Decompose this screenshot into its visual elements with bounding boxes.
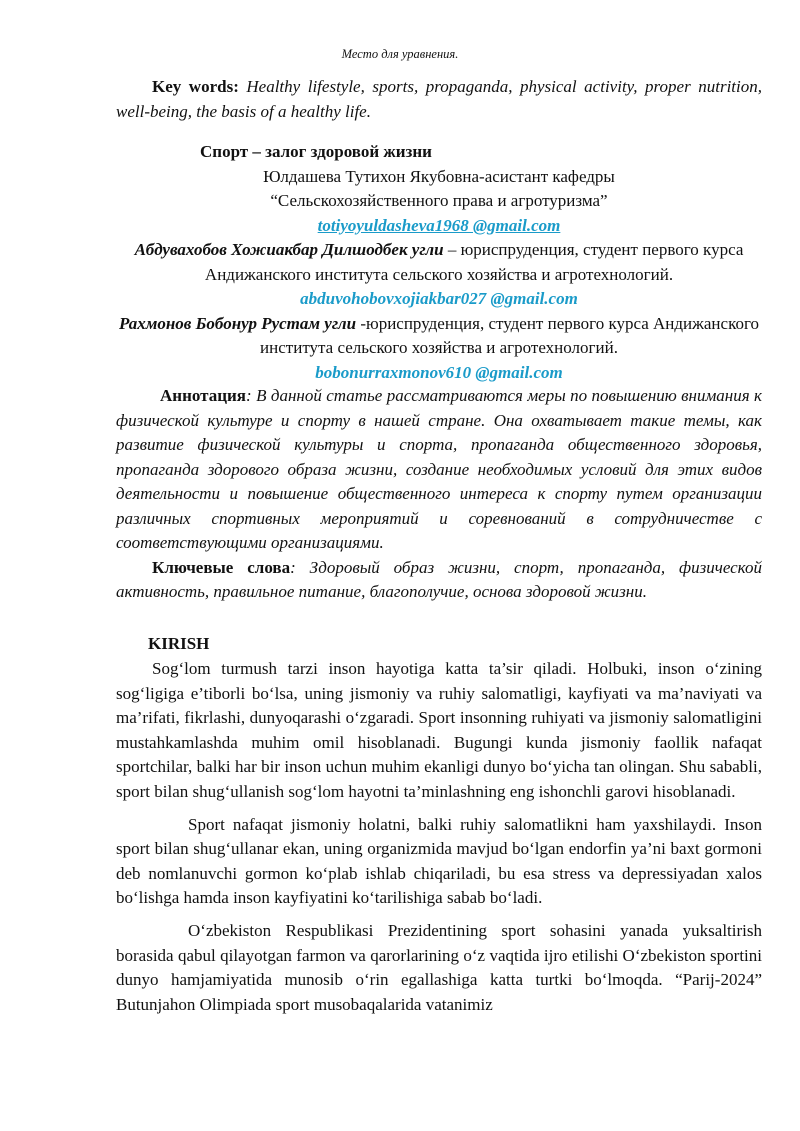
abstract-paragraph — [116, 384, 762, 556]
author-2-block — [116, 238, 762, 287]
keywords-english — [116, 75, 762, 124]
author-3-affiliation: -юриспруденция, студент первого курса Андижанского института сельского хозяйства и агротехнологий. — [260, 313, 760, 357]
section-heading: KIRISH — [148, 634, 210, 653]
keywords-russian — [116, 556, 762, 605]
section-body — [116, 657, 762, 1025]
keywords-english-label: Key words: — [152, 77, 239, 96]
author-1-line-2: “Сельскохозяйственного права и агротуризма” — [270, 191, 608, 210]
abstract-block — [116, 384, 762, 605]
author-3-block — [116, 312, 762, 361]
abstract-label: Аннотация — [160, 386, 246, 405]
keywords-russian-label: Ключевые слова — [152, 557, 291, 577]
author-3-email[interactable]: bobonurraxmonov610 @gmail.com — [315, 362, 563, 382]
body-paragraph-3: O‘zbekiston Respublikasi Prezidentining sport sohasini yanada yuksaltirish borasida qabul qilayotgan farmon va qarorlarining o‘z vaqtida ijro etilishi O‘zbekiston sportini dunyo hamjamiyatida munosib o‘rin egallashiga katta turtki bo‘lmoqda. “Parij-2024” Butunjahon Olimpiada sport musobaqalarida vatanimiz — [116, 920, 762, 1014]
author-2-email[interactable]: abduvohobovxojiakbar027 @gmail.com — [300, 289, 578, 308]
keywords-english-text: Healthy lifestyle, sports, propaganda, physical activity, proper nutrition, well-being, the basis of a healthy life. — [116, 77, 762, 121]
title-block — [116, 140, 762, 385]
author-1-email-link[interactable]: totiyoyuldasheva1968 @gmail.com — [317, 215, 561, 235]
author-1-line-1: Юлдашева Тутихон Якубовна-асистант кафедры — [263, 166, 615, 186]
author-3-name: Рахмонов Бобонур Рустам угли — [118, 313, 357, 333]
author-2-name: Абдувахобов Хожиакбар Дилшодбек угли — [134, 240, 444, 259]
abstract-text: : В данной статье рассматриваются меры по повышению внимания к физической культуре и спорту в нашей стране. Она охватывает такие темы, как развитие физической культуры и спорта, пропаганда общественного здоровья, пропаганда здорового образа жизни, создание необходимых условий для этих видов деятельности и повышение общественного интереса к спорту путем организации различных спортивных мероприятий и соревнований в сотрудничестве с соответствующими организациями. — [116, 386, 762, 552]
body-paragraph-2: Sport nafaqat jismoniy holatni, balki ruhiy salomatlikni ham yaxshilaydi. Inson sport bilan shug‘ullanar ekan, uning organizmida mavjud bo‘lgan endorfin ya’ni baxt gormoni deb nomlanuvchi gormon ko‘plab ishlab chiqariladi, bu esa stress va depressiyadan xalos bo‘lishga hamda inson kayfiyatini ko‘tarilishiga sabab bo‘ladi. — [116, 814, 762, 908]
body-paragraph-1: Sog‘lom turmush tarzi inson hayotiga katta ta’sir qiladi. Holbuki, inson o‘zining sog‘ligiga e’tiborli bo‘lsa, uning jismoniy va ruhiy salomatligi, kayfiyati va ma’naviyati va ma’rifati, fikrlashi, dunyoqarashi o‘zgaradi. Sport insonning ruhiyati va jismoniy salomatligini mustahkamlashda muhim omil hisoblanadi. Bugungi kunda jismoniy faollik nafaqat sportchilar, balki har bir inson uchun muhim ekanligi dunyo bo‘yicha tan olingan. Shu sababli, sport bilan shug‘ullanish sog‘lom hayotni ta’minlashning eng ishonchli garovi hisoblanadi. — [116, 659, 762, 801]
author-2-affiliation: – юриспруденция, студент первого курса Андижанского института сельского хозяйства и агротехнологий. — [204, 240, 744, 284]
equation-placeholder: Место для уравнения. — [341, 47, 459, 61]
article-title: Спорт – залог здоровой жизни — [200, 142, 432, 161]
keywords-russian-text: : Здоровый образ жизни, спорт, пропаганда, физической активность, правильное питание, благополучие, основа здоровой жизни. — [116, 557, 762, 601]
